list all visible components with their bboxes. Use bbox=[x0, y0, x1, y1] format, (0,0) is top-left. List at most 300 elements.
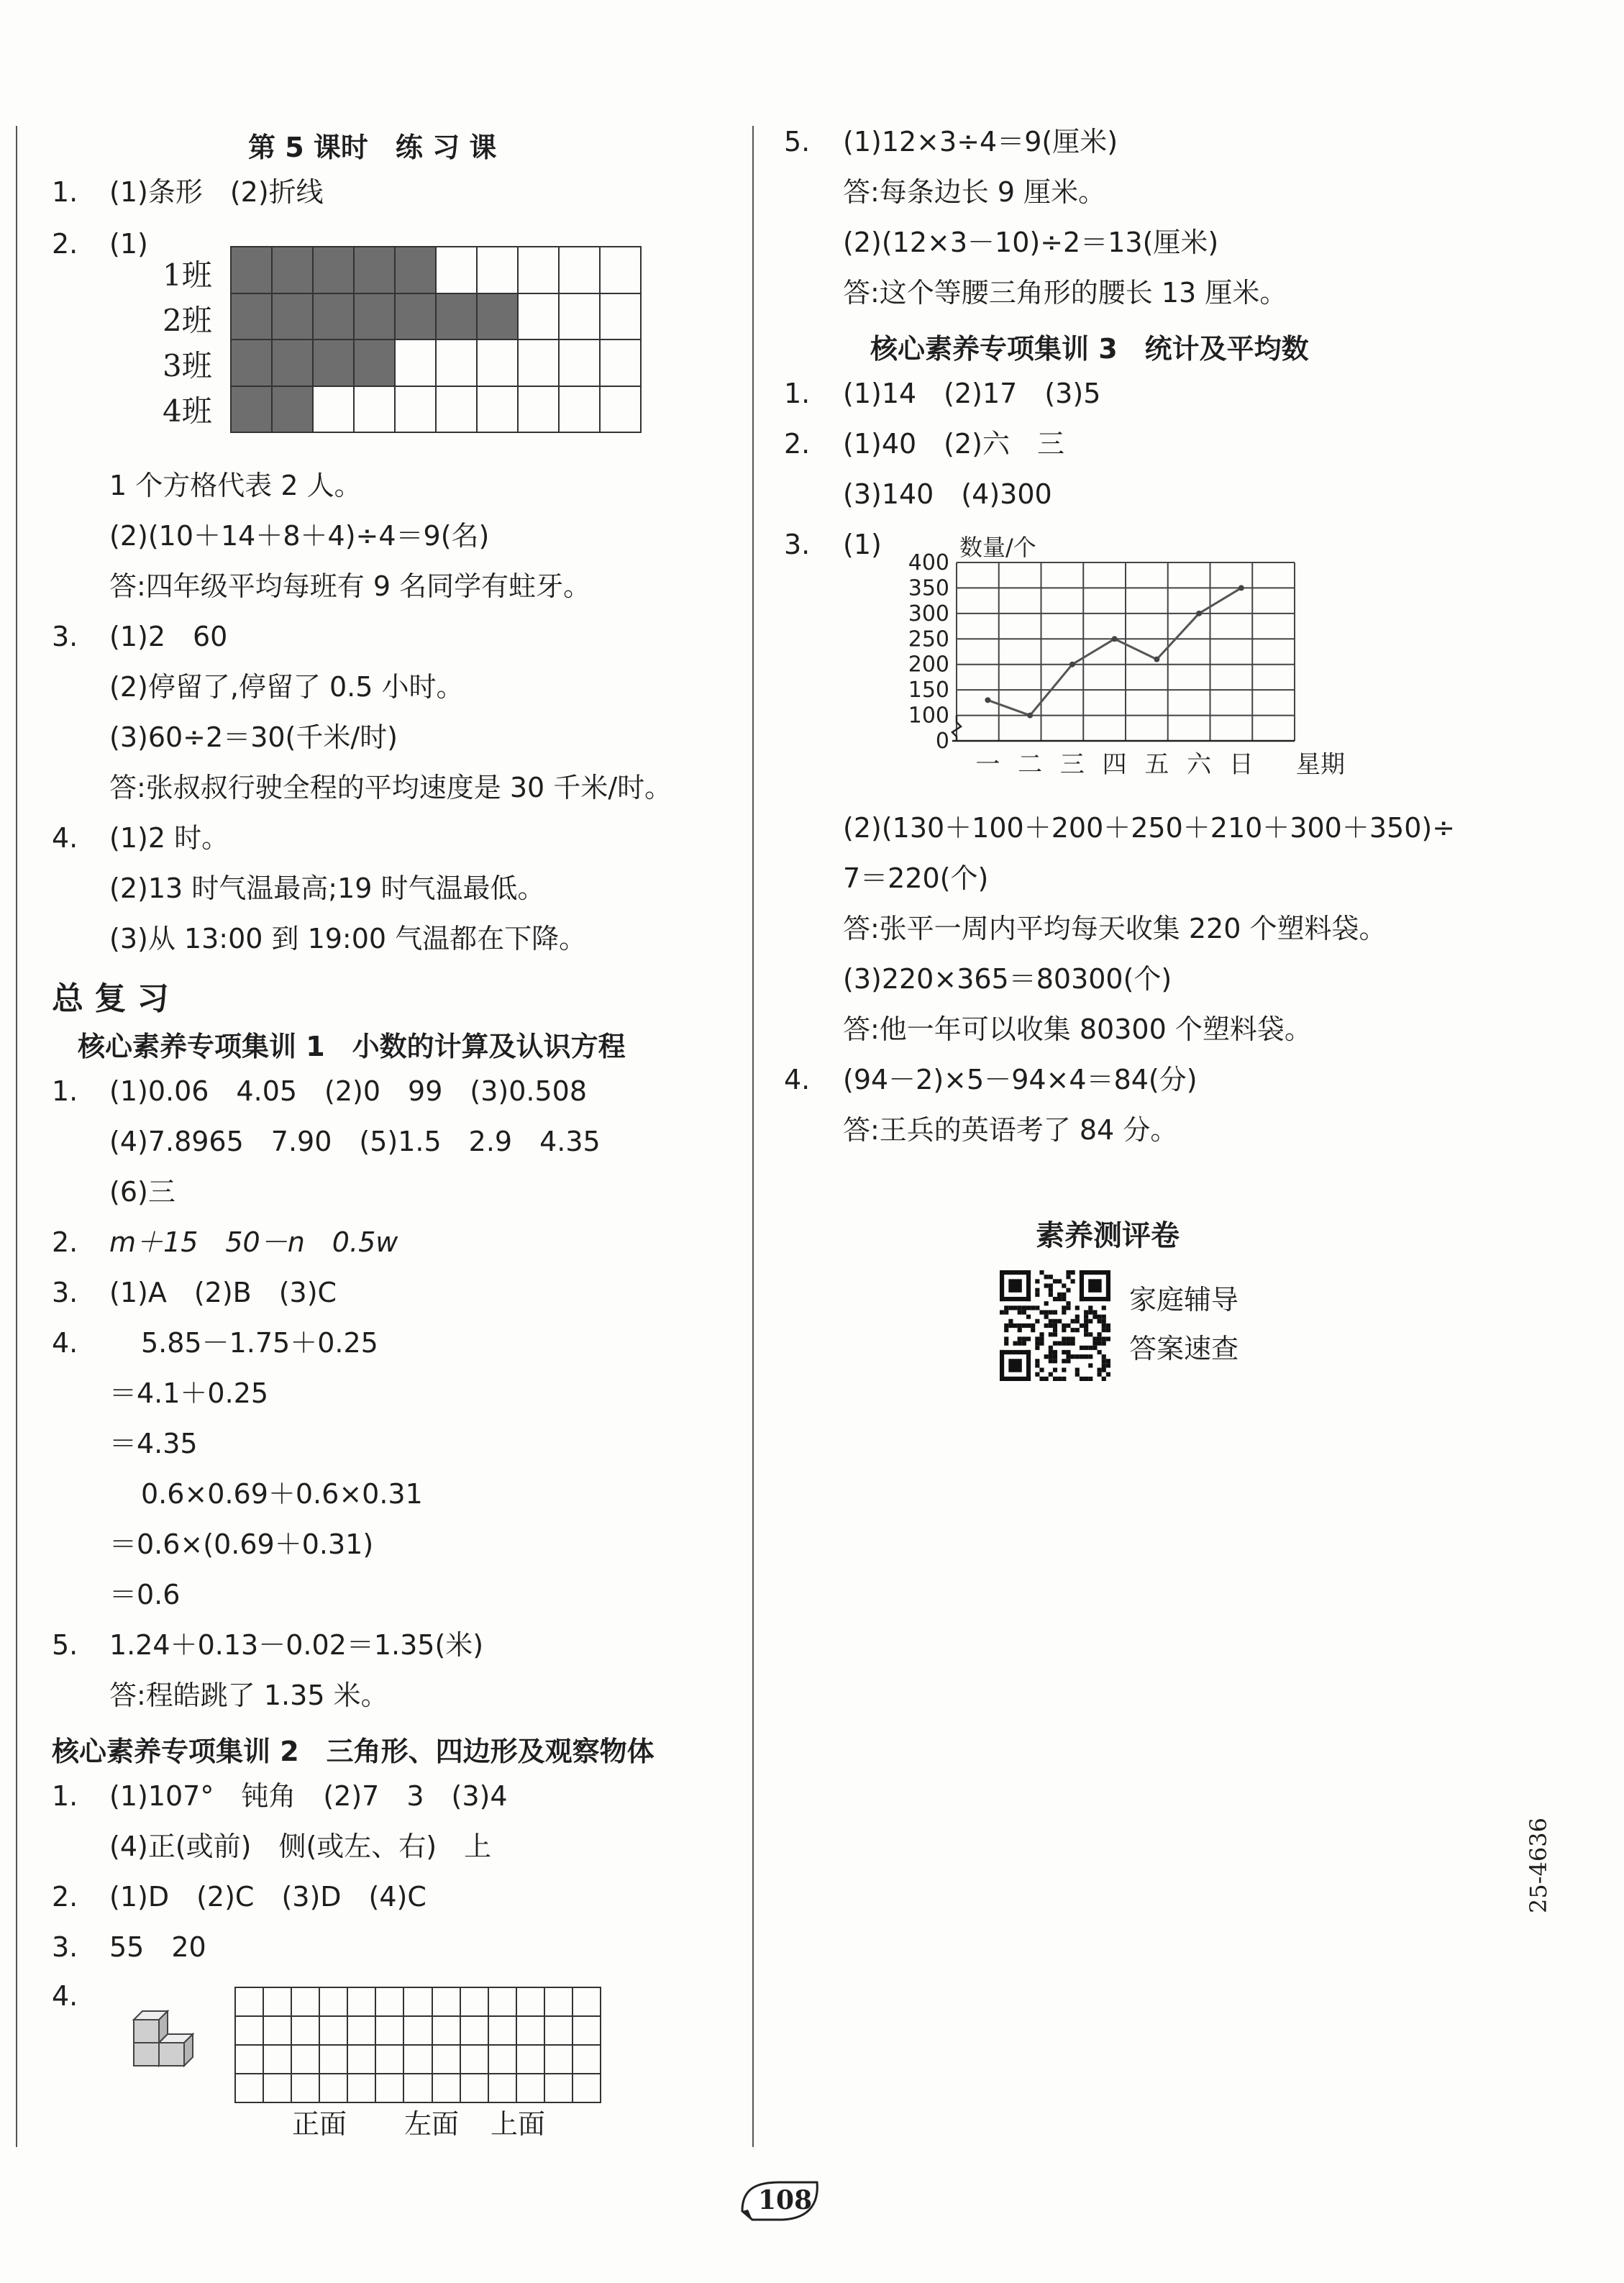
q2-number: 2. bbox=[52, 228, 78, 260]
qr-module bbox=[1071, 1319, 1075, 1323]
set1-line: 答:程皓跳了 1.35 米。 bbox=[109, 1680, 388, 1711]
qr-module bbox=[1075, 1354, 1080, 1359]
grid-cell bbox=[273, 247, 314, 294]
qr-module bbox=[1039, 1310, 1044, 1314]
qr-module bbox=[1044, 1310, 1049, 1314]
qr-module bbox=[1098, 1332, 1102, 1336]
grid-cell bbox=[396, 387, 437, 434]
qr-module bbox=[1035, 1363, 1039, 1367]
set1-line: m＋15 50－n 0.5w bbox=[109, 1226, 398, 1258]
grid-cell bbox=[314, 387, 355, 434]
grid-cell bbox=[404, 2074, 432, 2103]
qr-module bbox=[1102, 1323, 1106, 1328]
grid-cell bbox=[461, 2074, 489, 2103]
grid-cell bbox=[461, 2046, 489, 2074]
qr-module bbox=[1066, 1341, 1070, 1346]
set3-line: 答:张平一周内平均每天收集 220 个塑料袋。 bbox=[843, 913, 1387, 944]
chart-y-tick-label: 200 bbox=[908, 652, 949, 678]
qr-module bbox=[1092, 1346, 1097, 1350]
grid-cell bbox=[376, 2074, 404, 2103]
grid-cell bbox=[601, 387, 642, 434]
grid-cell bbox=[236, 2017, 264, 2046]
page-number: 108 bbox=[758, 2185, 813, 2215]
set3-line: (1)40 (2)六 三 bbox=[843, 428, 1065, 460]
chart-data-point bbox=[985, 697, 990, 703]
chart-data-point bbox=[1112, 636, 1118, 642]
qr-module bbox=[1088, 1305, 1092, 1310]
grid-cell bbox=[355, 294, 396, 341]
qr-module bbox=[1071, 1336, 1075, 1341]
set1-line: (6)三 bbox=[109, 1176, 175, 1208]
qr-module bbox=[1057, 1293, 1062, 1297]
set2-title: 核心素养专项集训 2 三角形、四边形及观察物体 bbox=[52, 1736, 654, 1767]
chart-data-point bbox=[1196, 611, 1202, 616]
qr-module bbox=[1062, 1336, 1066, 1341]
qr-module bbox=[1004, 1310, 1008, 1314]
grid-cell bbox=[573, 2074, 601, 2103]
grid-cell bbox=[264, 2017, 292, 2046]
set1-q5-number: 5. bbox=[52, 1629, 78, 1661]
qr-module bbox=[1084, 1354, 1088, 1359]
grid-cell bbox=[236, 2074, 264, 2103]
grid-cell bbox=[545, 1988, 573, 2017]
qr-module bbox=[1044, 1377, 1049, 1381]
qr-module bbox=[1062, 1323, 1066, 1328]
qr-module bbox=[1084, 1315, 1088, 1319]
grid-cell bbox=[376, 1988, 404, 2017]
qr-module bbox=[1066, 1301, 1070, 1305]
qr-module bbox=[1000, 1270, 1004, 1301]
qr-code[interactable] bbox=[1000, 1270, 1110, 1381]
grid-cell bbox=[264, 2046, 292, 2074]
qr-module bbox=[1049, 1372, 1053, 1377]
grid-cell bbox=[236, 2046, 264, 2074]
set1-line: 5.85－1.75＋0.25 bbox=[141, 1327, 378, 1359]
grid-cell bbox=[573, 2046, 601, 2074]
grid-cell bbox=[437, 340, 478, 387]
chart-data-point bbox=[1027, 713, 1033, 719]
qr-module bbox=[1102, 1328, 1106, 1332]
grid-cell bbox=[355, 247, 396, 294]
qr-module bbox=[1013, 1341, 1017, 1346]
qr-module bbox=[1031, 1305, 1035, 1310]
lesson-title: 第 5 课时 练 习 课 bbox=[248, 132, 497, 163]
grid-cell bbox=[560, 247, 601, 294]
qr-module bbox=[1098, 1368, 1102, 1372]
class-bar-grid bbox=[230, 246, 642, 433]
grid-cell bbox=[292, 2017, 320, 2046]
set1-line: ＝4.1＋0.25 bbox=[109, 1377, 269, 1409]
qr-module bbox=[1098, 1336, 1102, 1341]
q3-line: (2)停留了,停留了 0.5 小时。 bbox=[109, 671, 464, 703]
qr-module bbox=[1035, 1336, 1039, 1341]
set3-q3-part1: (1) bbox=[843, 529, 882, 560]
chart-data-point bbox=[1154, 657, 1159, 662]
set2-line: (1)107° 钝角 (2)7 3 (3)4 bbox=[109, 1780, 508, 1812]
grid-cell bbox=[573, 2017, 601, 2046]
class-label: 1班 bbox=[163, 258, 212, 293]
set2-q2-number: 2. bbox=[52, 1881, 78, 1913]
qr-module bbox=[1071, 1270, 1075, 1275]
qr-module bbox=[1026, 1350, 1031, 1381]
qr-module bbox=[1053, 1368, 1057, 1372]
qr-module bbox=[1075, 1372, 1080, 1377]
qr-module bbox=[1062, 1283, 1066, 1288]
weekly-line-chart bbox=[892, 532, 1367, 791]
qr-module bbox=[1102, 1354, 1106, 1359]
grid-cell bbox=[433, 2074, 461, 2103]
set2-q3-number: 3. bbox=[52, 1931, 78, 1963]
qr-module bbox=[1035, 1372, 1039, 1377]
qr-module bbox=[1057, 1341, 1062, 1346]
qr-module bbox=[1022, 1336, 1026, 1341]
qr-module bbox=[1066, 1305, 1070, 1310]
chart-y-tick-label: 150 bbox=[908, 678, 949, 703]
set3-q3-number: 3. bbox=[784, 529, 811, 560]
qr-module bbox=[1062, 1350, 1066, 1354]
q2-part1: (1) bbox=[109, 228, 148, 260]
qr-module bbox=[1106, 1372, 1110, 1377]
qr-module bbox=[1075, 1368, 1080, 1372]
grid-cell bbox=[517, 2074, 545, 2103]
qr-module bbox=[1080, 1297, 1110, 1301]
grid-cell bbox=[348, 1988, 376, 2017]
grid-cell bbox=[560, 340, 601, 387]
qr-module bbox=[1066, 1275, 1070, 1279]
qr-module bbox=[1084, 1332, 1088, 1336]
set2-q1-number: 1. bbox=[52, 1780, 78, 1812]
qr-module bbox=[1102, 1377, 1106, 1381]
qr-module bbox=[1062, 1293, 1066, 1297]
column-divider bbox=[752, 126, 754, 2147]
view-label-front: 正面 bbox=[292, 2108, 347, 2140]
qr-module bbox=[1049, 1319, 1053, 1323]
q4-line: (3)从 13:00 到 19:00 气温都在下降。 bbox=[109, 923, 587, 954]
qr-module bbox=[1075, 1315, 1080, 1319]
grid-cell bbox=[433, 1988, 461, 2017]
grid-cell bbox=[519, 340, 560, 387]
grid-cell bbox=[376, 2017, 404, 2046]
grid-cell bbox=[437, 294, 478, 341]
qr-module bbox=[1062, 1359, 1066, 1363]
grid-cell bbox=[573, 1988, 601, 2017]
chart-y-tick-label: 100 bbox=[908, 703, 949, 729]
side-code: 25-4636 bbox=[1525, 1818, 1552, 1913]
q3-line: (3)60÷2＝30(千米/时) bbox=[109, 721, 398, 753]
qr-module bbox=[1026, 1315, 1031, 1319]
qr-module bbox=[1062, 1305, 1066, 1310]
qr-module bbox=[1053, 1297, 1057, 1301]
set2-line: (4)正(或前) 侧(或左、右) 上 bbox=[109, 1831, 492, 1862]
qr-module bbox=[1084, 1328, 1088, 1332]
grid-cell bbox=[320, 2046, 348, 2074]
qr-module bbox=[1000, 1270, 1031, 1275]
q5-line: 答:这个等腰三角形的腰长 13 厘米。 bbox=[843, 277, 1287, 309]
grid-cell bbox=[489, 1988, 517, 2017]
grid-cell bbox=[232, 340, 273, 387]
qr-module bbox=[1084, 1377, 1088, 1381]
qr-module bbox=[1049, 1275, 1053, 1279]
qr-module bbox=[1075, 1328, 1080, 1332]
qr-module bbox=[1062, 1368, 1066, 1372]
qr-module bbox=[1035, 1319, 1039, 1323]
grid-cell bbox=[560, 294, 601, 341]
qr-module bbox=[1053, 1377, 1057, 1381]
grid-cell bbox=[348, 2074, 376, 2103]
grid-cell bbox=[314, 247, 355, 294]
qr-module bbox=[1049, 1293, 1053, 1297]
qr-module bbox=[1022, 1310, 1026, 1314]
qr-module bbox=[1102, 1341, 1106, 1346]
qr-module bbox=[1035, 1346, 1039, 1350]
qr-module bbox=[1022, 1323, 1026, 1328]
grid-cell bbox=[489, 2017, 517, 2046]
qr-module bbox=[1075, 1305, 1080, 1310]
qr-module bbox=[1102, 1363, 1106, 1367]
qr-module bbox=[1084, 1319, 1088, 1323]
qr-module bbox=[1102, 1359, 1106, 1363]
grid-cell bbox=[489, 2074, 517, 2103]
grid-cell bbox=[404, 2046, 432, 2074]
qr-module bbox=[1102, 1368, 1106, 1372]
set1-q2-number: 2. bbox=[52, 1226, 78, 1258]
set2-line: 55 20 bbox=[109, 1931, 206, 1963]
grid-cell bbox=[273, 387, 314, 434]
grid-cell bbox=[517, 1988, 545, 2017]
qr-module bbox=[1102, 1315, 1106, 1319]
qr-module bbox=[1106, 1359, 1110, 1363]
qr-module bbox=[1026, 1270, 1031, 1301]
page-number-badge bbox=[738, 2178, 821, 2224]
qr-module bbox=[1004, 1323, 1008, 1328]
q4-line: (2)13 时气温最高;19 时气温最低。 bbox=[109, 872, 545, 904]
qr-module bbox=[1066, 1270, 1070, 1275]
qr-module bbox=[1004, 1341, 1008, 1346]
qr-module bbox=[1053, 1350, 1057, 1354]
qr-module bbox=[1053, 1279, 1057, 1283]
q3-line: 答:张叔叔行驶全程的平均速度是 30 千米/时。 bbox=[109, 772, 672, 803]
qr-module bbox=[1057, 1297, 1062, 1301]
qr-module bbox=[1018, 1305, 1022, 1310]
qr-module bbox=[1088, 1377, 1092, 1381]
qr-module bbox=[1084, 1310, 1088, 1314]
grid-cell bbox=[461, 1988, 489, 2017]
grid-cell bbox=[478, 294, 519, 341]
qr-module bbox=[1080, 1346, 1084, 1350]
qr-module bbox=[1013, 1305, 1017, 1310]
qr-module bbox=[1049, 1288, 1053, 1293]
grid-cell bbox=[292, 1988, 320, 2017]
grid-cell bbox=[292, 2046, 320, 2074]
grid-cell bbox=[355, 340, 396, 387]
qr-module bbox=[1098, 1372, 1102, 1377]
chart-y-tick-label: 400 bbox=[908, 550, 949, 575]
qr-module bbox=[1092, 1310, 1097, 1314]
qr-module bbox=[1008, 1323, 1013, 1328]
left-margin-rule bbox=[16, 126, 17, 2147]
grid-cell bbox=[404, 2017, 432, 2046]
grid-cell bbox=[545, 2017, 573, 2046]
qr-module bbox=[1062, 1328, 1066, 1332]
qr-module bbox=[1066, 1336, 1070, 1341]
qr-module bbox=[1000, 1377, 1031, 1381]
qr-module bbox=[1039, 1270, 1044, 1275]
set3-line: (2)(130＋100＋200＋250＋210＋300＋350)÷ bbox=[843, 812, 1456, 844]
qr-module bbox=[1044, 1301, 1049, 1305]
qr-module bbox=[1049, 1283, 1053, 1288]
grid-cell bbox=[320, 2074, 348, 2103]
set1-q3-number: 3. bbox=[52, 1277, 78, 1308]
set1-line: ＝0.6 bbox=[109, 1579, 181, 1610]
qr-module bbox=[1062, 1297, 1066, 1301]
qr-module bbox=[1044, 1275, 1049, 1279]
set3-line: (3)140 (4)300 bbox=[843, 478, 1052, 510]
grid-cell bbox=[601, 247, 642, 294]
qr-module bbox=[1049, 1332, 1053, 1336]
class-label: 4班 bbox=[163, 393, 212, 429]
grid-cell bbox=[545, 2074, 573, 2103]
qr-module bbox=[1031, 1323, 1035, 1328]
chart-x-tick-label: 三 bbox=[1059, 750, 1085, 779]
grid-cell bbox=[314, 340, 355, 387]
grid-cell bbox=[517, 2046, 545, 2074]
qr-module bbox=[1075, 1319, 1080, 1323]
qr-module bbox=[1071, 1354, 1075, 1359]
set3-q1-number: 1. bbox=[784, 378, 811, 409]
qr-module bbox=[1088, 1319, 1092, 1323]
qr-module bbox=[1057, 1377, 1062, 1381]
qr-module bbox=[1084, 1346, 1088, 1350]
chart-x-tick-label: 一 bbox=[975, 750, 1000, 779]
qr-module bbox=[1102, 1319, 1106, 1323]
qr-module bbox=[1057, 1319, 1062, 1323]
qr-module bbox=[1026, 1305, 1031, 1310]
qr-module bbox=[1088, 1332, 1092, 1336]
set3-line: 答:他一年可以收集 80300 个塑料袋。 bbox=[843, 1013, 1312, 1045]
cube-stack-figure bbox=[127, 1991, 213, 2084]
qr-module bbox=[1080, 1354, 1084, 1359]
qr-module bbox=[1008, 1305, 1013, 1310]
qr-module bbox=[1106, 1363, 1110, 1367]
grid-cell bbox=[517, 2017, 545, 2046]
qr-module bbox=[1053, 1354, 1057, 1359]
chart-y-tick-label: 300 bbox=[908, 601, 949, 626]
grid-cell bbox=[433, 2017, 461, 2046]
grid-cell bbox=[292, 2074, 320, 2103]
qr-module bbox=[1000, 1310, 1004, 1314]
qr-module bbox=[1062, 1310, 1066, 1314]
grid-cell bbox=[314, 294, 355, 341]
set3-line: (3)220×365＝80300(个) bbox=[843, 963, 1172, 995]
qr-module bbox=[1035, 1279, 1039, 1283]
qr-module bbox=[1026, 1336, 1031, 1341]
qr-module bbox=[1071, 1279, 1075, 1283]
qr-module bbox=[1102, 1336, 1106, 1341]
grid-cell bbox=[273, 294, 314, 341]
set1-q1-number: 1. bbox=[52, 1075, 78, 1107]
qr-module bbox=[1066, 1323, 1070, 1328]
qr-module bbox=[1066, 1359, 1070, 1363]
qr-module bbox=[1071, 1328, 1075, 1332]
qr-module bbox=[1000, 1350, 1031, 1354]
grid-cell bbox=[320, 2017, 348, 2046]
set3-line: (1)14 (2)17 (3)5 bbox=[843, 378, 1101, 409]
view-label-top: 上面 bbox=[491, 2108, 546, 2140]
qr-module bbox=[1106, 1270, 1110, 1301]
grid-cell bbox=[601, 294, 642, 341]
set3-q2-number: 2. bbox=[784, 428, 811, 460]
qr-module bbox=[1088, 1279, 1101, 1292]
qr-module bbox=[1062, 1341, 1066, 1346]
qr-module bbox=[1000, 1350, 1004, 1381]
set3-line: 7＝220(个) bbox=[843, 862, 989, 894]
qr-module bbox=[1062, 1377, 1066, 1381]
set1-title: 核心素养专项集训 1 小数的计算及认识方程 bbox=[78, 1031, 626, 1062]
chart-y-label: 数量/个 bbox=[959, 534, 1036, 561]
qr-module bbox=[1049, 1354, 1053, 1359]
grid-cell bbox=[355, 387, 396, 434]
qr-module bbox=[1039, 1332, 1044, 1336]
set1-line: ＝0.6×(0.69＋0.31) bbox=[109, 1528, 374, 1560]
qr-module bbox=[1039, 1341, 1044, 1346]
grid-cell bbox=[264, 1988, 292, 2017]
q5-line: (2)(12×3－10)÷2＝13(厘米) bbox=[843, 227, 1219, 258]
q4-number: 4. bbox=[52, 822, 78, 854]
qr-module bbox=[1004, 1305, 1008, 1310]
grid-cell bbox=[519, 294, 560, 341]
chart-x-label: 星期 bbox=[1296, 750, 1345, 779]
chart-y-tick-label: 350 bbox=[908, 575, 949, 601]
chart-x-tick-label: 日 bbox=[1228, 750, 1254, 779]
set3-line: (94－2)×5－94×4＝84(分) bbox=[843, 1064, 1198, 1095]
q1-number: 1. bbox=[52, 176, 78, 208]
chart-x-tick-label: 六 bbox=[1187, 750, 1212, 779]
q2-answer: 答:四年级平均每班有 9 名同学有蛀牙。 bbox=[109, 570, 591, 602]
qr-module bbox=[1004, 1328, 1008, 1332]
qr-module bbox=[1088, 1346, 1092, 1350]
qr-module bbox=[1053, 1310, 1057, 1314]
qr-module bbox=[1035, 1305, 1039, 1310]
grid-cell bbox=[478, 247, 519, 294]
qr-module bbox=[1102, 1305, 1106, 1310]
grid-cell bbox=[264, 2074, 292, 2103]
grid-cell bbox=[232, 294, 273, 341]
qr-module bbox=[1053, 1323, 1057, 1328]
qr-module bbox=[1080, 1323, 1084, 1328]
q1-answer: (1)条形 (2)折线 bbox=[109, 176, 324, 208]
qr-module bbox=[1098, 1319, 1102, 1323]
qr-module bbox=[1018, 1336, 1022, 1341]
grid-cell bbox=[273, 340, 314, 387]
qr-module bbox=[1018, 1328, 1022, 1332]
grid-cell bbox=[433, 2046, 461, 2074]
grid-cell bbox=[396, 294, 437, 341]
q2-note: 1 个方格代表 2 人。 bbox=[109, 470, 362, 501]
grid-cell bbox=[489, 2046, 517, 2074]
set1-line: (1)A (2)B (3)C bbox=[109, 1277, 337, 1308]
qr-module bbox=[1044, 1315, 1049, 1319]
qr-module bbox=[1022, 1305, 1026, 1310]
grid-cell bbox=[519, 387, 560, 434]
set1-q4-number: 4. bbox=[52, 1327, 78, 1359]
qr-module bbox=[1088, 1363, 1092, 1367]
qr-module bbox=[1031, 1328, 1035, 1332]
chart-y-tick-label: 0 bbox=[935, 729, 949, 754]
grid-cell bbox=[601, 340, 642, 387]
qr-module bbox=[1106, 1336, 1110, 1341]
class-label: 2班 bbox=[163, 303, 212, 338]
qr-module bbox=[1035, 1288, 1039, 1293]
